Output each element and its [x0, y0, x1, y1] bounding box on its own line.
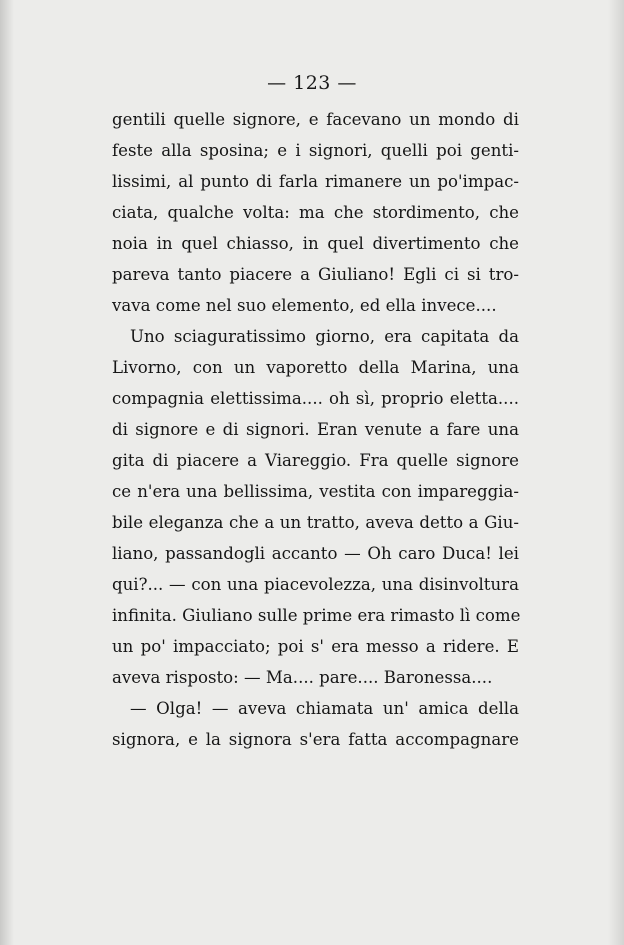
text-line: liano, passandogli accanto — Oh caro Duca! lei: [112, 544, 519, 563]
text-line: compagnia elettissima.... oh sì, proprio eletta....: [112, 389, 519, 408]
text-line: noia in quel chiasso, in quel divertimento che: [112, 234, 519, 253]
body-text: [112, 104, 519, 755]
text-line: ce n'era una bellissima, vestita con impareggia-: [112, 482, 519, 501]
text-line: signora, e la signora s'era fatta accompagnare: [112, 730, 519, 749]
text-line: di signore e di signori. Eran venute a fare una: [112, 420, 519, 439]
text-line: un po' impacciato; poi s' era messo a ridere. E: [112, 637, 519, 656]
text-line: qui?... — con una piacevolezza, una disinvoltura: [112, 575, 519, 594]
text-line: feste alla sposina; e i signori, quelli poi genti-: [112, 141, 519, 160]
text-line: gentili quelle signore, e facevano un mondo di: [112, 110, 519, 129]
text-line: vava come nel suo elemento, ed ella invece....: [112, 296, 497, 315]
text-line: infinita. Giuliano sulle prime era rimasto lì come: [112, 606, 521, 625]
text-line: bile eleganza che a un tratto, aveva detto a Giu-: [112, 513, 519, 532]
text-line: gita di piacere a Viareggio. Fra quelle signore: [112, 451, 519, 470]
text-line: pareva tanto piacere a Giuliano! Egli ci si tro-: [112, 265, 519, 284]
paragraph-first-line: — Olga! — aveva chiamata un' amica della: [130, 699, 519, 718]
text-line: aveva risposto: — Ma.... pare.... Baronessa....: [112, 668, 493, 687]
text-line: ciata, qualche volta: ma che stordimento, che: [112, 203, 519, 222]
page-number-header: — 123 —: [267, 72, 357, 94]
text-line: lissimi, al punto di farla rimanere un po'impac-: [112, 172, 519, 191]
text-line: Livorno, con un vaporetto della Marina, una: [112, 358, 519, 377]
paragraph-first-line: Uno sciaguratissimo giorno, era capitata da: [130, 327, 519, 346]
